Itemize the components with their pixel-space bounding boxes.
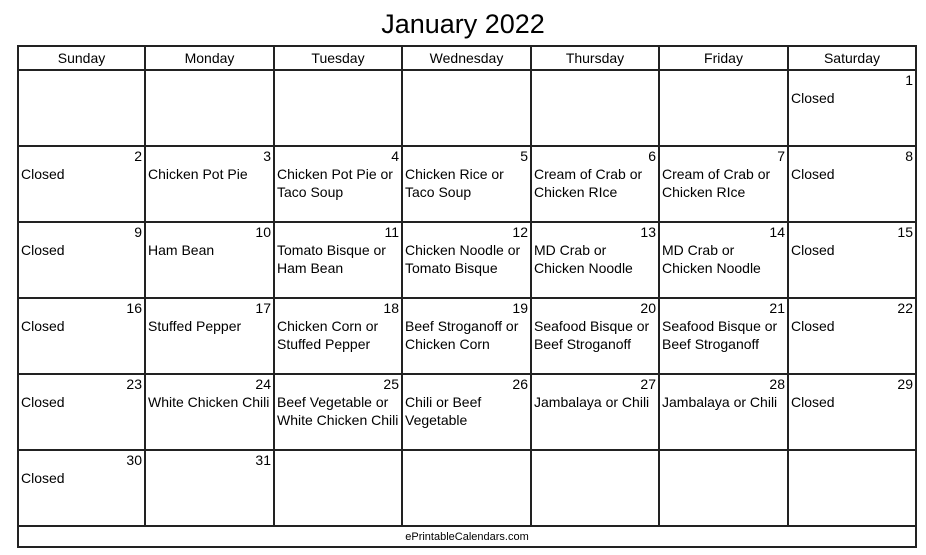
day-number [19,71,144,88]
day-number: 3 [263,148,271,164]
day-cell [531,298,659,374]
day-cell [145,374,274,450]
day-cell [18,374,145,450]
calendar-week-row [18,298,916,374]
day-number: 7 [777,148,785,164]
day-cell [145,70,274,146]
day-cell [659,146,788,222]
day-number: 27 [640,376,656,392]
day-cell [531,146,659,222]
day-menu-text [275,468,401,469]
day-cell [274,70,402,146]
day-number: 26 [512,376,528,392]
day-menu-text: Chicken Pot Pie or Taco Soup [277,166,393,200]
day-menu-text [146,468,273,469]
calendar-week-row [18,222,916,298]
day-cell [274,374,402,450]
day-number: 1 [905,72,913,88]
weekday-header: Friday [659,46,788,70]
day-cell [18,146,145,222]
day-cell [18,450,145,526]
day-number [789,451,915,468]
calendar-title: January 2022 [381,9,545,39]
day-cell [274,298,402,374]
day-number: 12 [512,224,528,240]
day-menu-text: Seafood Bisque or Beef Stroganoff [534,318,650,352]
day-cell [531,222,659,298]
day-number [532,451,658,468]
day-number [275,451,401,468]
day-menu-text: Stuffed Pepper [148,318,242,334]
day-number: 11 [384,224,399,240]
day-menu-text: Cream of Crab or Chicken RIce [534,166,643,200]
day-menu-text: Beef Vegetable or White Chicken Chili [277,394,399,428]
weekday-header: Monday [145,46,274,70]
day-number: 2 [134,148,142,164]
day-cell [788,374,916,450]
day-number: 21 [769,300,785,316]
day-cell [145,146,274,222]
day-cell [788,298,916,374]
day-cell [659,222,788,298]
weekday-header: Wednesday [402,46,531,70]
day-number [532,71,658,88]
day-cell [274,222,402,298]
day-cell [659,298,788,374]
day-number: 9 [134,224,142,240]
day-cell [659,374,788,450]
day-cell [531,374,659,450]
day-menu-text: Closed [21,166,65,182]
day-menu-text: Tomato Bisque or Ham Bean [277,242,386,276]
day-menu-text [19,88,144,89]
day-menu-text: Chicken Rice or Taco Soup [405,166,504,200]
day-menu-text: Closed [791,166,835,182]
day-cell [531,70,659,146]
day-number [660,451,787,468]
day-number: 17 [255,300,271,316]
day-cell [531,450,659,526]
day-number: 16 [126,300,142,316]
day-number: 19 [512,300,528,316]
day-number: 10 [255,224,271,240]
day-menu-text [532,468,658,469]
day-menu-text: Chili or Beef Vegetable [405,394,482,428]
day-menu-text [660,468,787,469]
day-number [146,71,273,88]
day-number [275,71,401,88]
day-menu-text: Chicken Pot Pie [148,166,248,182]
weekday-header: Tuesday [274,46,402,70]
day-cell [145,222,274,298]
day-number: 15 [897,224,913,240]
weekday-header: Saturday [788,46,916,70]
calendar-week-row [18,70,916,146]
day-number: 13 [640,224,656,240]
day-number: 24 [255,376,271,392]
day-number: 20 [640,300,656,316]
day-menu-text [660,88,787,89]
day-menu-text [275,88,401,89]
weekday-header: Thursday [531,46,659,70]
day-cell [402,222,531,298]
footer-row [18,526,916,547]
day-cell [402,146,531,222]
day-cell [788,70,916,146]
day-cell [659,70,788,146]
day-menu-text: Cream of Crab or Chicken RIce [662,166,771,200]
calendar-week-row [18,374,916,450]
day-menu-text [146,88,273,89]
day-menu-text: Closed [791,318,835,334]
day-menu-text: Chicken Corn or Stuffed Pepper [277,318,379,352]
day-number: 8 [905,148,913,164]
day-number: 29 [897,376,913,392]
day-menu-text: Closed [21,394,65,410]
day-cell [274,450,402,526]
day-number: 23 [126,376,142,392]
day-menu-text: Closed [791,394,835,410]
day-menu-text: Jambalaya or Chili [662,394,778,410]
day-menu-text: Closed [21,318,65,334]
day-number [403,451,530,468]
day-number: 30 [126,452,142,468]
day-number: 28 [769,376,785,392]
day-number [403,71,530,88]
calendar-week-row [18,146,916,222]
day-cell [659,450,788,526]
day-number: 4 [391,148,399,164]
calendar-week-row [18,450,916,526]
day-cell [18,298,145,374]
day-cell [402,70,531,146]
day-cell [145,450,274,526]
day-cell [18,70,145,146]
day-menu-text [403,88,530,89]
day-number: 31 [255,452,271,468]
day-number: 18 [383,300,399,316]
day-number: 14 [769,224,785,240]
day-menu-text: Ham Bean [148,242,215,258]
day-cell [402,374,531,450]
day-menu-text: White Chicken Chili [148,394,270,410]
day-number: 5 [520,148,528,164]
day-menu-text: MD Crab or Chicken Noodle [534,242,633,276]
day-menu-text: MD Crab or Chicken Noodle [662,242,761,276]
day-menu-text: Beef Stroganoff or Chicken Corn [405,318,519,352]
day-number [660,71,787,88]
day-number: 25 [383,376,399,392]
day-cell [788,450,916,526]
day-menu-text: Closed [21,242,65,258]
day-menu-text [403,468,530,469]
day-cell [788,146,916,222]
day-menu-text: Chicken Noodle or Tomato Bisque [405,242,521,276]
day-menu-text: Closed [21,470,65,486]
day-cell [274,146,402,222]
calendar-grid [17,45,917,548]
day-menu-text: Jambalaya or Chili [534,394,650,410]
day-menu-text [789,468,915,469]
day-menu-text [532,88,658,89]
day-cell [145,298,274,374]
weekday-header: Sunday [18,46,145,70]
day-menu-text: Closed [791,242,835,258]
day-menu-text: Seafood Bisque or Beef Stroganoff [662,318,778,352]
day-cell [402,298,531,374]
day-number: 6 [648,148,656,164]
day-cell [18,222,145,298]
day-menu-text: Closed [791,90,835,106]
calendar-body [18,70,916,526]
day-cell [788,222,916,298]
weekday-header-row [18,46,916,70]
day-number: 22 [897,300,913,316]
day-cell [402,450,531,526]
footer-credit: ePrintableCalendars.com [18,526,916,547]
